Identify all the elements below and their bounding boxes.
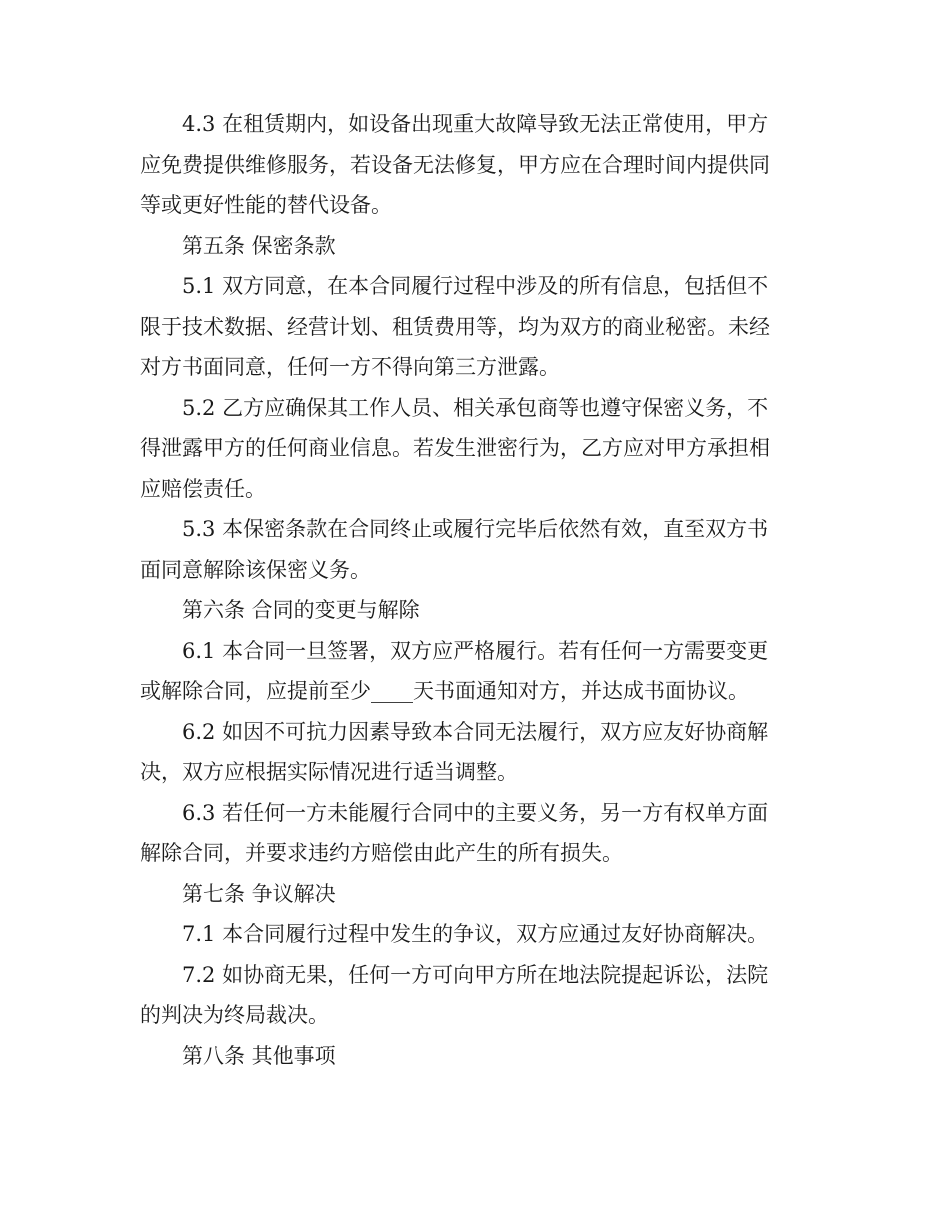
clause-6-2 [140, 712, 800, 793]
clause-7-1 [140, 914, 800, 955]
clause-6-3 [140, 793, 800, 874]
text-line: 应赔偿责任。 [140, 476, 266, 501]
text-line: 面同意解除该保密义务。 [140, 557, 371, 582]
clause-4-3 [140, 104, 800, 226]
section-heading-6: 第六条 合同的变更与解除 [182, 598, 420, 622]
clause-5-3 [140, 509, 800, 590]
text-line: 或解除合同，应提前至少____天书面通知对方，并达成书面协议。 [140, 679, 749, 703]
section-heading-5: 第五条 保密条款 [182, 233, 336, 258]
text-line: 7.1 本合同履行过程中发生的争议，双方应通过友好协商解决。 [182, 922, 769, 946]
section-heading-8: 第八条 其他事项 [182, 1043, 336, 1068]
text-line: 等或更好性能的替代设备。 [140, 193, 392, 217]
text-line: 解除合同，并要求违约方赔偿由此产生的所有损失。 [140, 841, 623, 865]
text-line: 决，双方应根据实际情况进行适当调整。 [140, 760, 518, 784]
text-line: 的判决为终局裁决。 [140, 1003, 329, 1027]
text-line: 6.2 如因不可抗力因素导致本合同无法履行，双方应友好协商解 [182, 719, 769, 744]
text-line: 应免费提供维修服务，若设备无法修复，甲方应在合理时间内提供同 [140, 152, 770, 177]
text-line: 5.2 乙方应确保其工作人员、相关承包商等也遵守保密义务，不 [182, 395, 769, 420]
text-line: 7.2 如协商无果，任何一方可向甲方所在地法院提起诉讼，法院 [182, 962, 769, 987]
text-line: 4.3 在租赁期内，如设备出现重大故障导致无法正常使用，甲方 [182, 112, 769, 136]
text-line: 5.1 双方同意，在本合同履行过程中涉及的所有信息，包括但不 [182, 274, 769, 298]
section-heading-7: 第七条 争议解决 [182, 881, 336, 906]
text-line: 5.3 本保密条款在合同终止或履行完毕后依然有效，直至双方书 [182, 517, 769, 541]
clause-6-1 [140, 631, 800, 712]
clause-5-2 [140, 388, 800, 510]
document-page [140, 104, 800, 1076]
text-line: 6.1 本合同一旦签署，双方应严格履行。若有任何一方需要变更 [182, 638, 769, 663]
text-line: 对方书面同意，任何一方不得向第三方泄露。 [140, 355, 560, 379]
clause-7-2 [140, 955, 800, 1036]
clause-5-1 [140, 266, 800, 388]
text-line: 6.3 若任何一方未能履行合同中的主要义务，另一方有权单方面 [182, 800, 769, 825]
text-line: 限于技术数据、经营计划、租赁费用等，均为双方的商业秘密。未经 [140, 314, 770, 339]
text-line: 得泄露甲方的任何商业信息。若发生泄密行为，乙方应对甲方承担相 [140, 436, 770, 460]
